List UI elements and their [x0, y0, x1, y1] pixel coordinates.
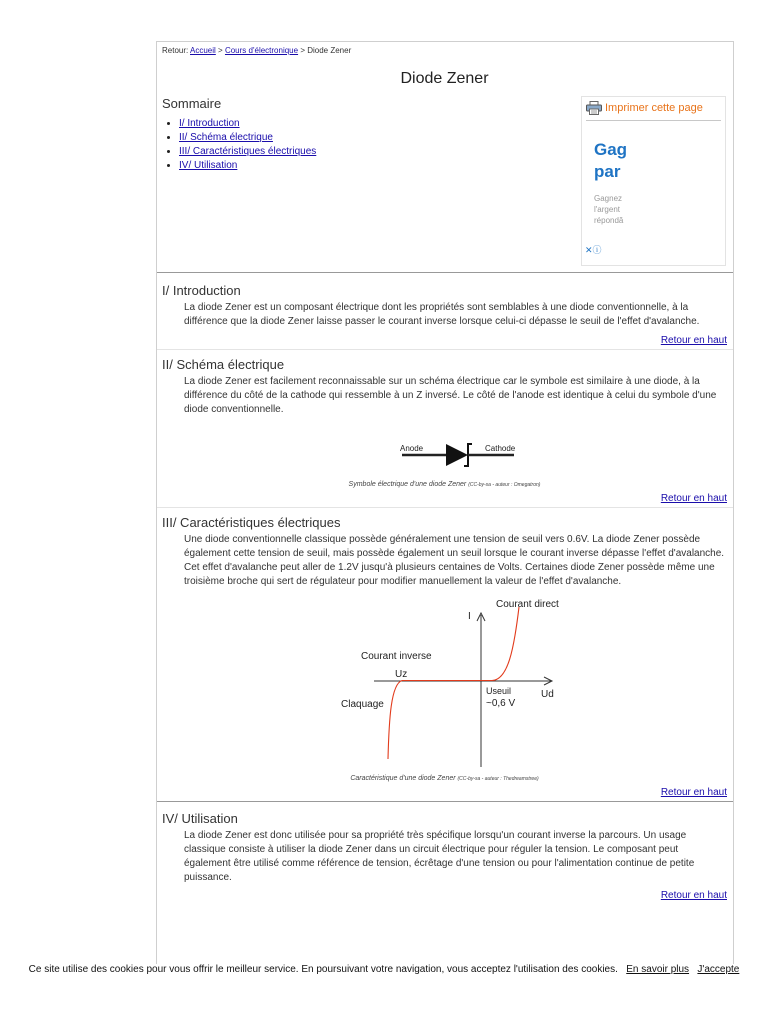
- anode-label: Anode: [400, 444, 424, 453]
- ad-divider: [586, 120, 721, 121]
- ad-headline-line: par: [594, 162, 621, 181]
- section-heading: IV/ Utilisation: [162, 811, 238, 826]
- breadcrumb-current: Diode Zener: [307, 46, 352, 55]
- section-utilisation: [162, 811, 727, 901]
- breadcrumb-home-link[interactable]: Accueil: [190, 46, 216, 55]
- section-divider: [157, 349, 733, 350]
- section-schema: [162, 357, 727, 504]
- ad-headline-line: Gag: [594, 140, 628, 159]
- axis-label-i: I: [468, 611, 471, 622]
- cathode-label: Cathode: [485, 444, 516, 453]
- breadcrumb-separator: >: [218, 46, 223, 55]
- section-text: Une diode conventionnelle classique possède généralement une tension de seuil vers 0.6V. La diode Zener possède également cette tension de seuil, mais possède également un seuil lorsque le courant inverse dépasse l'effet d'avalanche. Cet effet d'avalanche peut aller de 1.2V jusqu'à plusieurs centaines de Volts. Certaines diode Zener possède même une troisième broche qui sert de régulateur pour modifier manuellement la valeur de l'effet d'avalanche.: [184, 534, 725, 587]
- ad-body-line: répondă: [594, 216, 624, 225]
- ad-info-icon[interactable]: ⓘ: [592, 245, 602, 255]
- page-title: Diode Zener: [400, 70, 489, 87]
- section-text: La diode Zener est facilement reconnaissable sur un schéma électrique car le symbole est similaire à une diode, à la différence du côté de la cathode qui ressemble à un Z inversé. Le côté de l'anode est identique à celui du symbole d'une diode conventionnelle.: [184, 376, 717, 415]
- label-claquage: Claquage: [341, 699, 384, 710]
- ad-headline: [594, 139, 630, 183]
- toc-link-schema[interactable]: II/ Schéma électrique: [179, 132, 273, 143]
- section-divider: [157, 272, 733, 273]
- section-caracteristiques: [162, 515, 727, 798]
- section-heading: I/ Introduction: [162, 283, 241, 298]
- back-to-top: [162, 787, 727, 798]
- figure-caption: [162, 775, 727, 782]
- back-to-top-link[interactable]: Retour en haut: [660, 493, 727, 504]
- ad-body-line: Gagnez: [594, 194, 623, 203]
- section-divider: [157, 801, 733, 802]
- section-heading: III/ Caractéristiques électriques: [162, 515, 341, 530]
- back-to-top: [162, 335, 727, 346]
- toc-link-introduction[interactable]: I/ Introduction: [179, 118, 240, 129]
- label-06v: ~0,6 V: [486, 698, 516, 709]
- section-divider: [157, 507, 733, 508]
- label-uz: Uz: [395, 669, 408, 680]
- breadcrumb-prefix: Retour:: [162, 46, 189, 55]
- ad-body: [594, 193, 630, 226]
- back-to-top-link[interactable]: Retour en haut: [660, 787, 727, 798]
- back-to-top-link[interactable]: Retour en haut: [660, 890, 727, 901]
- ad-box: [581, 96, 726, 266]
- ad-body-line: l'argent: [594, 205, 620, 214]
- zener-characteristic-figure: [162, 589, 727, 775]
- back-to-top: [162, 493, 727, 504]
- section-introduction: [162, 283, 727, 346]
- print-page-label: Imprimer cette page: [605, 102, 703, 114]
- cookie-more-link[interactable]: En savoir plus: [626, 964, 690, 975]
- caption-credit: (CC-by-sa - auteur : Omegatron): [468, 482, 541, 488]
- section-text: La diode Zener est donc utilisée pour sa propriété très spécifique lorsqu'un courant inverse la parcours. Un usage classique consiste à utiliser la diode Zener dans un circuit électrique pour réguler la tension. Le composant peut également être utilisé comme référence de tension, écrêtage d'une tension ou pour l'alimentation continue de petite puissance.: [184, 830, 695, 883]
- label-useuil: Useuil: [486, 686, 512, 696]
- zener-symbol-figure: [162, 417, 727, 481]
- ad-close-icon[interactable]: ✕: [585, 245, 593, 255]
- content-page: [156, 41, 734, 1024]
- axis-label-ud: Ud: [541, 689, 554, 700]
- caption-text: Caractéristique d'une diode Zener: [350, 775, 456, 782]
- diode-triangle: [446, 444, 468, 466]
- print-page-button[interactable]: [586, 101, 725, 115]
- section-text: La diode Zener est un composant électrique dont les propriétés sont semblables à une diode conventionnelle, à la différence que la diode Zener laisse passer le courant inverse lorsque celui-ci dépasse le seuil de l'effet d'avalanche.: [184, 302, 700, 327]
- breadcrumb-course-link[interactable]: Cours d'électronique: [224, 46, 299, 55]
- back-to-top-link[interactable]: Retour en haut: [660, 335, 727, 346]
- toc-link-caracteristiques[interactable]: III/ Caractéristiques électriques: [179, 146, 317, 157]
- caption-text: Symbole électrique d'une diode Zener: [348, 481, 467, 488]
- sommaire-heading: Sommaire: [162, 96, 222, 111]
- ad-creative[interactable]: [586, 133, 630, 245]
- caption-credit: (CC-by-sa - auteur : Thedreamstree): [457, 776, 539, 782]
- cookie-accept-button[interactable]: J'accepte: [697, 964, 740, 975]
- breadcrumb-separator: >: [300, 46, 305, 55]
- zener-characteristic-graph: [162, 589, 728, 775]
- ad-controls: [585, 243, 602, 256]
- zener-symbol-diagram: [162, 417, 728, 481]
- label-courant-inverse: Courant inverse: [361, 651, 432, 662]
- figure-caption: [162, 481, 727, 488]
- section-heading: II/ Schéma électrique: [162, 357, 285, 372]
- cookie-banner: [0, 964, 768, 1024]
- iv-curve: [388, 607, 519, 759]
- back-to-top: [162, 890, 727, 901]
- toc-link-utilisation[interactable]: IV/ Utilisation: [179, 160, 238, 171]
- breadcrumb: [162, 46, 727, 55]
- cookie-text: Ce site utilise des cookies pour vous offrir le meilleur service. En poursuivant votre navigation, vous acceptez l'utilisation des cookies.: [28, 964, 618, 975]
- printer-icon: [586, 101, 602, 115]
- summary-area: [162, 96, 727, 266]
- label-courant-direct: Courant direct: [496, 599, 559, 610]
